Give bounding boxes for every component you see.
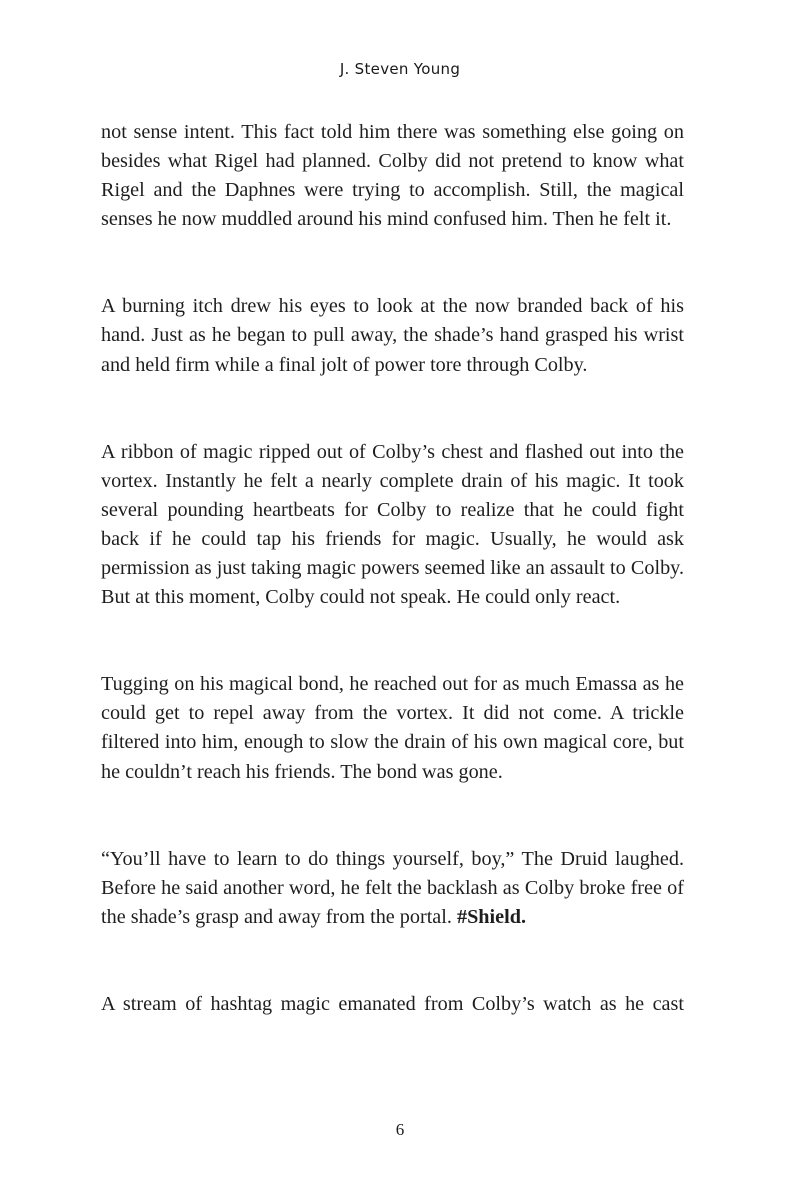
- paragraph-1: not sense intent. This fact told him there was something else going on besides what Rigel had planned. Colby did not pretend to know what Rigel and the Daphnes were trying to accomplish. Still, the magical senses he now muddled around his mind confused him. Then he felt it.: [101, 121, 684, 231]
- paragraph-3: A ribbon of magic ripped out of Colby’s chest and flashed out into the vortex. Instantly he felt a nearly complete drain of his magic. It took several pounding heartbeats for Colby to realize that he could fight back if he could tap his friends for magic. Usually, he would ask permission as just taking magic powers seemed like an assault to Colby. But at this moment, Colby could not speak. He could only react.: [101, 440, 684, 609]
- paragraph-5: [101, 845, 684, 932]
- paragraph-2: A burning itch drew his eyes to look at the now branded back of his hand. Just as he began to pull away, the shade’s hand grasped his wrist and held firm while a final jolt of power tore through Colby.: [101, 295, 684, 376]
- running-header-author: J. Steven Young: [339, 60, 461, 78]
- paragraph-4: Tugging on his magical bond, he reached out for as much Emassa as he could get to repel away from the vortex. It did not come. A trickle filtered into him, enough to slow the drain of his own magical core, but he couldn’t reach his friends. The bond was gone.: [101, 673, 684, 783]
- paragraph-6: A stream of hashtag magic emanated from Colby’s watch as he cast: [101, 992, 684, 1015]
- paragraph-5-text: “You’ll have to learn to do things yourself, boy,” The Druid laughed. Before he said another word, he felt the backlash as Colby broke free of the shade’s grasp and away from the portal.: [101, 847, 684, 928]
- shield-hashtag: #Shield.: [456, 905, 526, 928]
- page-body: [101, 118, 684, 1077]
- page-number: 6: [395, 1120, 405, 1139]
